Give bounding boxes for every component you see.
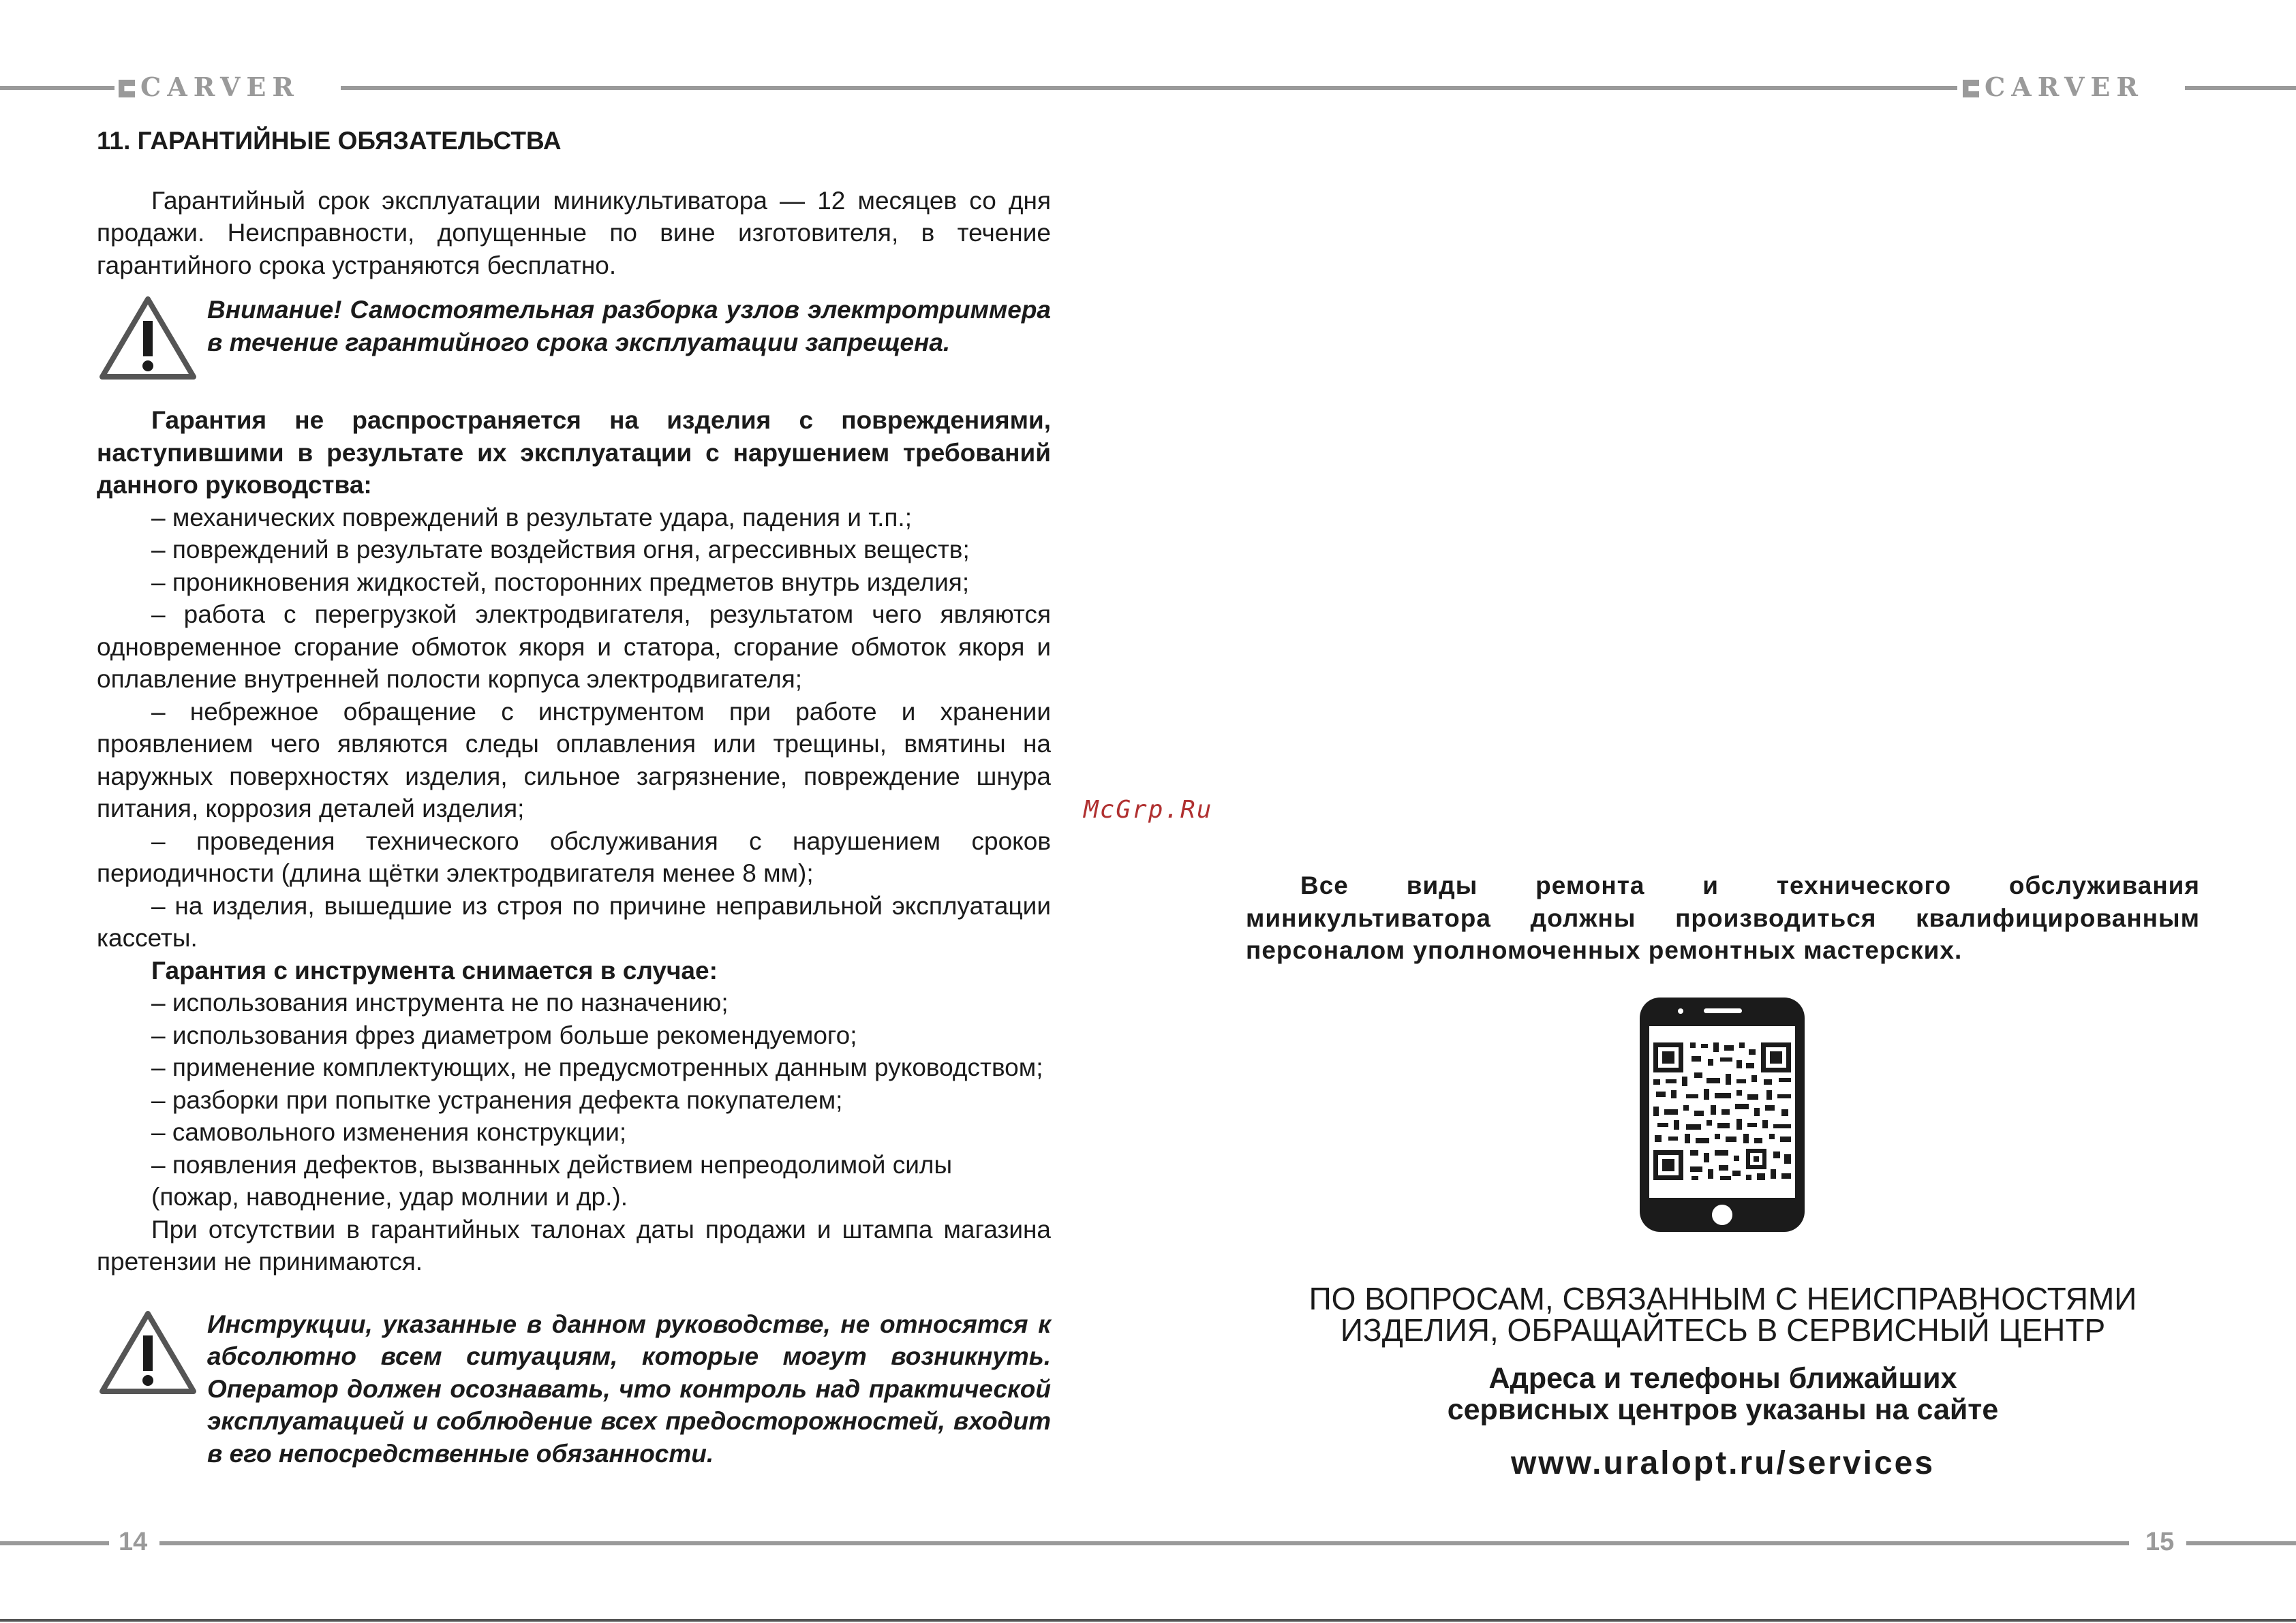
- list-item-continuation: (пожар, наводнение, удар молнии и др.).: [151, 1183, 628, 1211]
- warning-triangle-icon: [97, 294, 199, 381]
- footer-rule-left-a: [0, 1541, 109, 1545]
- header-rule-left: [0, 86, 114, 90]
- section-title: 11. ГАРАНТИЙНЫЕ ОБЯЗАТЕЛЬСТВА: [97, 127, 562, 155]
- exclusions-list: [97, 501, 1051, 955]
- bottom-edge-line: [0, 1619, 2296, 1622]
- contact-line: ПО ВОПРОСАМ, СВЯЗАННЫМ С НЕИСПРАВНОСТЯМИ: [1308, 1281, 2137, 1316]
- phone-qr-icon: [1637, 995, 1807, 1235]
- list-item: – на изделия, вышедшие из строя по причине неправильной эксплуатации кассеты.: [97, 891, 1051, 952]
- brand-mark-icon: [1963, 80, 1979, 97]
- claims-note: При отсутствии в гарантийных талонах даты продажи и штампа магазина претензии не принимаются.: [97, 1215, 1051, 1276]
- address-block: [1246, 1363, 2200, 1425]
- list-item: – проведения технического обслуживания с нарушением сроков периодичности (длина щётки электродвигателя менее 8 мм);: [97, 826, 1051, 887]
- service-note-block: [1246, 869, 2200, 967]
- warning-text-2: Инструкции, указанные в данном руководстве, не относятся к абсолютно всем ситуациям, которые могут возникнуть. Оператор должен осознавать, что контроль над практической эксплуатацией и соблюдение всех предосторожностей, входит в его непосредственные обязанности.: [207, 1310, 1051, 1468]
- address-line: Адреса и телефоны ближайших: [1488, 1362, 1957, 1395]
- brand-mark-icon: [119, 80, 135, 97]
- watermark: McGrp.Ru: [1084, 796, 1213, 824]
- list-item: – разборки при попытке устранения дефекта покупателем;: [151, 1085, 843, 1114]
- brand-logo-right: CARVER: [1963, 74, 2144, 101]
- service-url[interactable]: www.uralopt.ru/services: [1510, 1445, 1935, 1481]
- list-item: – небрежное обращение с инструментом при работе и хранении проявлением чего являются следы оплавления или трещины, вмятины на наружных поверхностях изделия, сильное загрязнение, повреждение шнура питания, коррозия деталей изделия;: [97, 697, 1051, 822]
- list-item: – появления дефектов, вызванных действием непреодолимой силы: [151, 1150, 953, 1179]
- warning-text-1: Внимание! Самостоятельная разборка узлов электротриммера в течение гарантийного срока эксплуатации запрещена.: [207, 296, 1051, 356]
- header-rule-right: [2185, 86, 2296, 90]
- header-rule-center: [341, 86, 1957, 90]
- list-item: – использования фрез диаметром больше рекомендуемого;: [151, 1021, 857, 1049]
- list-item: – проникновения жидкостей, посторонних предметов внутрь изделия;: [151, 568, 970, 596]
- list-item: – применение комплектующих, не предусмотренных данным руководством;: [151, 1053, 1043, 1081]
- left-page: [97, 123, 1051, 1493]
- list-item: – работа с перегрузкой электродвигателя, результатом чего являются одновременное сгорание обмоток якоря и статора, сгорание обмоток якоря и оплавление внутренней полости корпуса электродвигателя;: [97, 600, 1051, 693]
- list-item: – механических повреждений в результате удара, падения и т.п.;: [151, 503, 912, 531]
- page-number-right: 15: [2145, 1528, 2175, 1556]
- warning-block-1: [97, 294, 1051, 381]
- footer-rule-right: [2186, 1541, 2296, 1545]
- list-item: – самовольного изменения конструкции;: [151, 1118, 627, 1146]
- footer-rule-center: [159, 1541, 2129, 1545]
- service-note: Все виды ремонта и технического обслуживания миникультиватора должны производиться квалифицированным персоналом уполномоченных ремонтных мастерских.: [1246, 871, 2200, 964]
- address-line: сервисных центров указаны на сайте: [1447, 1393, 1999, 1426]
- warning-triangle-icon: [97, 1308, 199, 1395]
- list-item: – повреждений в результате воздействия огня, агрессивных веществ;: [151, 536, 970, 563]
- contact-block: [1246, 1283, 2200, 1346]
- removal-list: [97, 987, 1051, 1214]
- page-number-left: 14: [119, 1528, 148, 1556]
- warranty-intro: Гарантийный срок эксплуатации миникультиватора — 12 месяцев со дня продажи. Неисправности, допущенные по вине изготовителя, в течение гарантийного срока устраняются бесплатно.: [97, 186, 1051, 279]
- removal-title: Гарантия с инструмента снимается в случае:: [151, 956, 718, 985]
- exclusions-title: Гарантия не распространяется на изделия с повреждениями, наступившими в результате их эксплуатации с нарушением требований данного руководства:: [97, 406, 1051, 499]
- contact-line: ИЗДЕЛИЯ, ОБРАЩАЙТЕСЬ В СЕРВИСНЫЙ ЦЕНТР: [1340, 1312, 2106, 1348]
- brand-logo-left: CARVER: [119, 74, 300, 101]
- list-item: – использования инструмента не по назначению;: [151, 989, 729, 1017]
- warning-block-2: [97, 1308, 1051, 1470]
